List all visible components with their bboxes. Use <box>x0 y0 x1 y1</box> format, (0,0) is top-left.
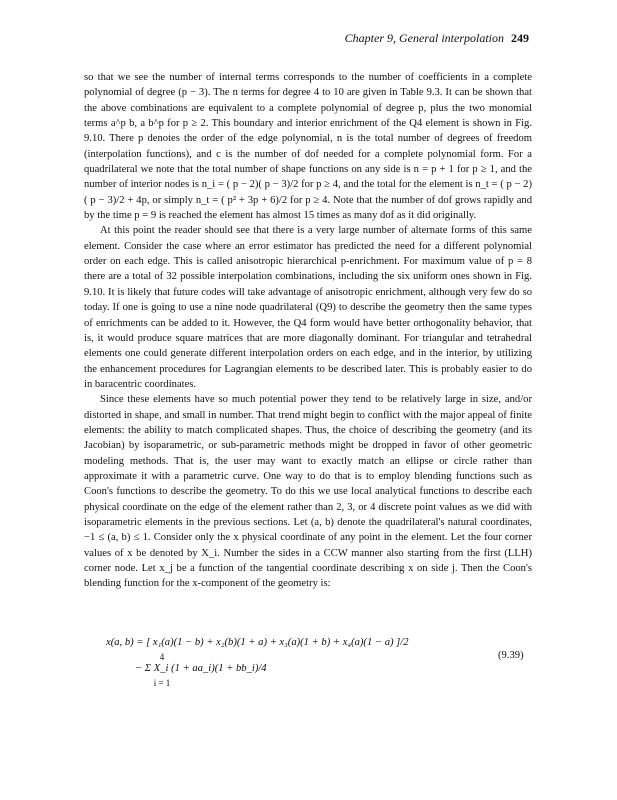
paragraph-3: Since these elements have so much potential power they tend to be relatively large in size, and/or distorted in shape, and small in number. That trend might begin to conflict with the major appeal of finite elements: the ability to match complicated shapes. Thus, the choice of describing the geometry (and its Jacobian) by isoparametric, or sub-parametric methods might be dropped in favor of other geometric modeling methods. That is, the user may want to exactly match an ellipse or circle rather than approximate it with a parametric curve. One way to do that is to employ blending functions such as Coon's functions to describe the geometry. To do this we use local analytical functions to describe each physical coordinate on the edge of the element rather than 2, 3, or 4 discrete point values as we did with isoparametric elements in the previous sections. Let (a, b) denote the quadrilateral's natural coordinates, −1 ≤ (a, b) ≤ 1. Consider only the x physical coordinate of any point in the element. Let the four corner values of x be denoted by X_i. Number the sides in a CCW manner also starting from the first (LLH) corner node. Let x_j be a function of the tangential coordinate describing x on side j. Then the Coon's blending function for the x-component of the geometry is: <box>84 394 532 590</box>
paragraph-1: so that we see the number of internal terms corresponds to the number of coefficients in a complete polynomial of degree (p − 3). The n terms for degree 4 to 10 are given in Table 9.3. It can be shown that the above combinations are equivalent to a complete polynomial of degree p, plus the two monomial terms a^p b, a b^p for p ≥ 2. This boundary and interior enrichment of the Q4 element is shown in Fig. 9.10. There p denotes the order of the edge polynomial, n is the total number of degrees of freedom (interpolation functions), and c is the number of dof needed for a complete polynomial form. For a quadrilateral we note that the total number of shape functions on any side is n = p + 1 for p ≥ 1, and the number of interior nodes is n_i = ( p − 2)( p − 3)/2 for p ≥ 4, and the total for the element is n_t = ( p − 2)( p − 3)/2 + 4p, or simply n_t = ( p² + 3p + 6)/2 for p ≥ 4. Note that the number of dof grows rapidly and by the time p = 9 is reached the element has almost 15 times as many dof as it did originally. <box>84 72 532 222</box>
page-number: 249 <box>511 31 529 45</box>
running-header <box>345 31 529 46</box>
sum-lower-limit: i = 1 <box>153 678 171 688</box>
equation-number: (9.39) <box>498 650 524 661</box>
equation-line-1: x(a, b) = [ x₁(a)(1 − b) + x₂(b)(1 + a) + x₃(a)(1 + b) + x₄(a)(1 − a) ]/2 <box>106 637 409 648</box>
equation-line-2: − Σ X_i (1 + aa_i)(1 + bb_i)/4 <box>135 663 267 674</box>
paragraph-2: At this point the reader should see that there is a very large number of alternate forms of this same element. Consider the case where an error estimator has predicted the need for a different polynomial order on each edge. This is called anisotropic hierarchical p-enrichment. For maximum value of p = 8 there are a total of 32 possible interpolation combinations, including the six uniform ones shown in Fig. 9.10. It is likely that future codes will take advantage of anisotropic enrichment, although very few do so today. If one is going to use a nine node quadrilateral (Q9) to describe the geometry then the same types of enrichments can be added to it. However, the Q4 form would have better orthogonality behavior, that is, it would produce square matrices that are more diagonally dominant. For triangular and tetrahedral elements one could generate different interpolation orders on each edge, and in the interior, by utilizing the enhancement procedures for Lagrangian elements to be described later. This is probably easier to do in baracentric coordinates. <box>84 225 532 390</box>
summation-limits <box>152 652 172 663</box>
sum-upper-limit: 4 <box>159 652 165 662</box>
chapter-title: Chapter 9, General interpolation <box>344 31 504 45</box>
body-text <box>84 70 532 592</box>
summation-lower <box>152 678 172 689</box>
